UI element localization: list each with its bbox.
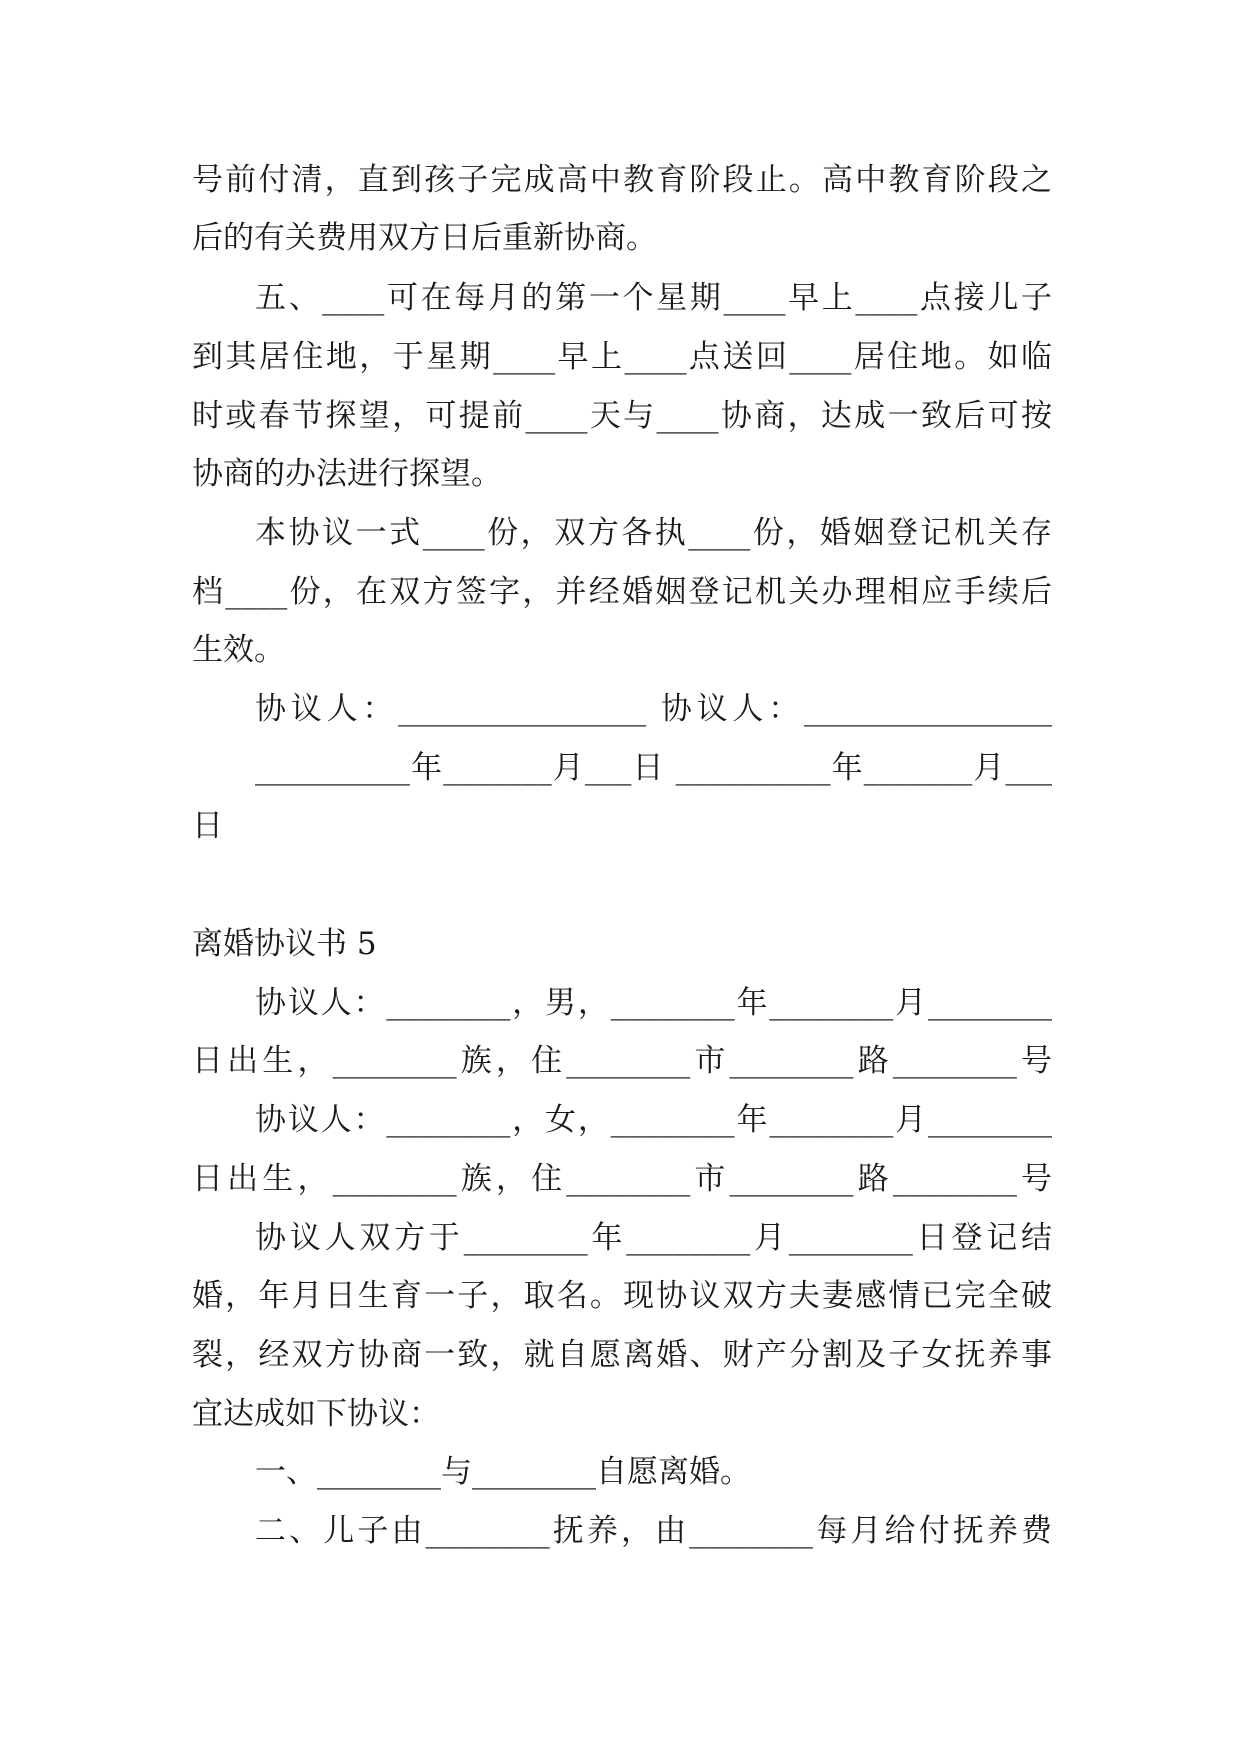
text-line: 日: [192, 808, 223, 844]
text-line: 协商的办法进行探望。: [192, 456, 502, 492]
marriage-registration-line: 协议人双方于________年________月________日登记结: [255, 1220, 1052, 1256]
text-line: 时或春节探望，可提前____天与____协商，达成一致后可按: [192, 398, 1052, 434]
clause-two-line: 二、儿子由________抚养，由________每月给付抚养费: [255, 1513, 1052, 1549]
party-male-line: 协议人：________，男，________年________月________: [255, 985, 1052, 1021]
text-line: 婚，年月日生育一子，取名。现协议双方夫妻感情已完全破: [192, 1278, 1052, 1314]
text-line: 生效。: [192, 632, 285, 668]
text-line: 宜达成如下协议：: [192, 1396, 440, 1432]
text-line: 后的有关费用双方日后重新协商。: [192, 220, 657, 256]
text-line: 裂，经双方协商一致，就自愿离婚、财产分割及子女抚养事: [192, 1337, 1052, 1373]
text-line: 日出生，________族，住________市________路________号: [192, 1043, 1052, 1079]
clause-five-line: 五、____可在每月的第一个星期____早上____点接儿子: [255, 280, 1052, 316]
signature-line: 协议人：________________ 协议人：________________: [255, 691, 1052, 727]
clause-one-line: 一、________与________自愿离婚。: [255, 1454, 751, 1490]
party-female-line: 协议人：________，女，________年________月________: [255, 1102, 1052, 1138]
copies-clause-line: 本协议一式____份，双方各执____份，婚姻登记机关存: [255, 515, 1052, 551]
text-line: 档____份，在双方签字，并经婚姻登记机关办理相应手续后: [192, 574, 1052, 610]
date-line: __________年_______月___日 __________年_______月___: [255, 750, 1052, 786]
text-line: 日出生，________族，住________市________路________号: [192, 1161, 1052, 1197]
text-line: 到其居住地，于星期____早上____点送回____居住地。如临: [192, 339, 1052, 375]
section-title: 离婚协议书 5: [192, 926, 377, 962]
text-line: 号前付清，直到孩子完成高中教育阶段止。高中教育阶段之: [192, 162, 1052, 198]
